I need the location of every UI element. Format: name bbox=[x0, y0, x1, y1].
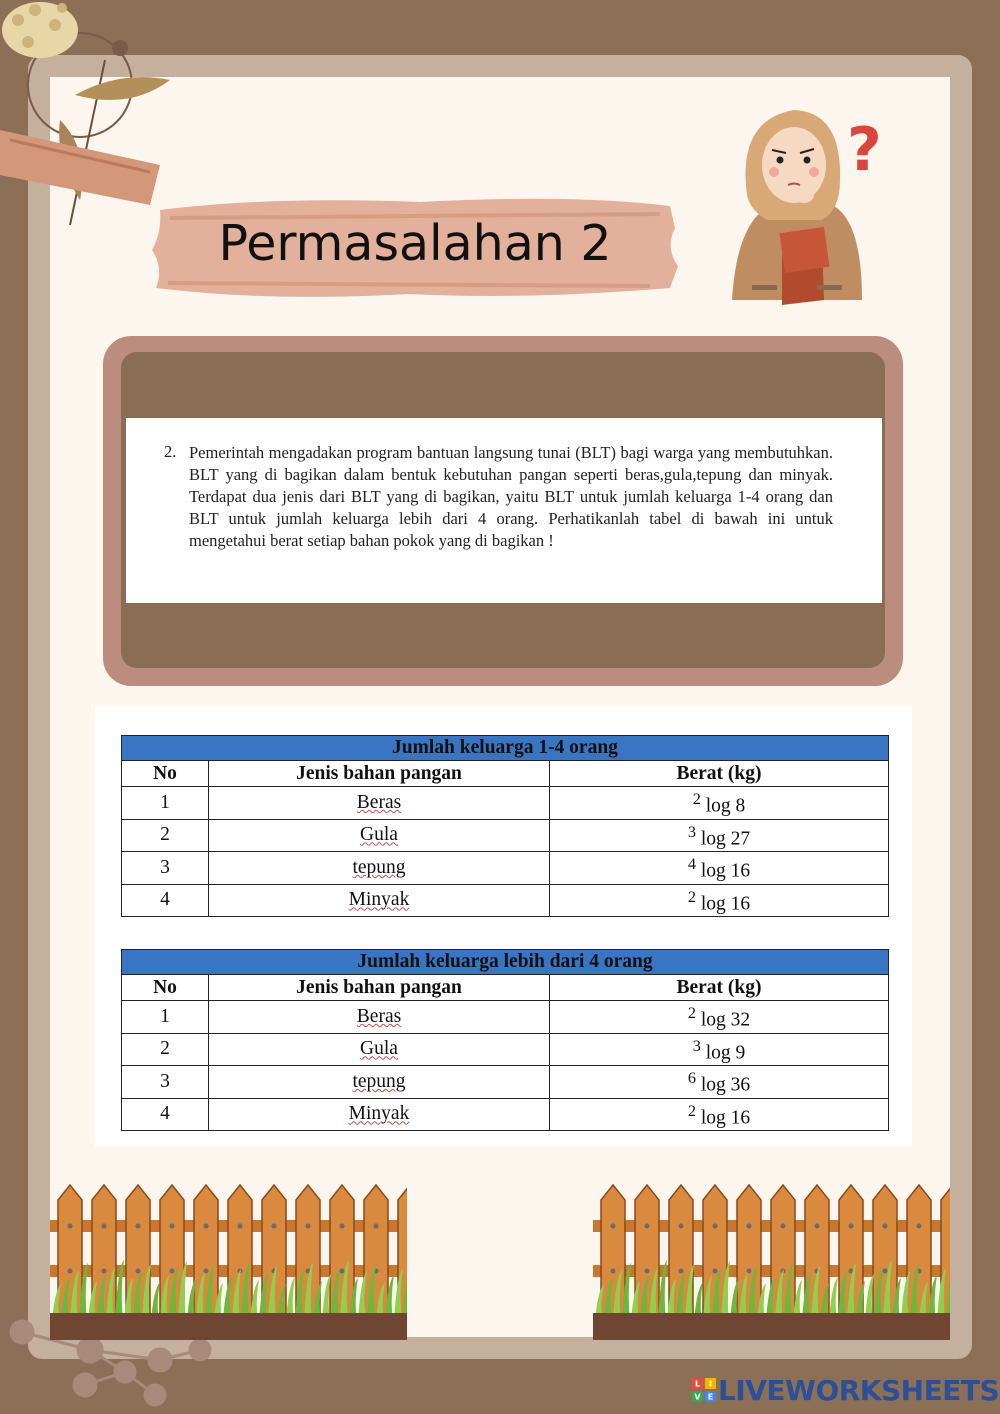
weight-value bbox=[550, 1066, 889, 1099]
table-row bbox=[122, 1098, 889, 1131]
column-header-weight: Berat (kg) bbox=[550, 975, 889, 1001]
tables-panel bbox=[95, 706, 912, 1146]
column-header-no: No bbox=[122, 975, 209, 1001]
log-base: 2 bbox=[692, 790, 701, 808]
log-expression: log 16 bbox=[700, 893, 751, 914]
table-caption: Jumlah keluarga lebih dari 4 orang bbox=[122, 950, 889, 975]
row-number: 1 bbox=[122, 1001, 209, 1034]
weight-value bbox=[550, 1001, 889, 1034]
liveworksheets-watermark bbox=[692, 1374, 1000, 1408]
table-caption: Jumlah keluarga 1-4 orang bbox=[122, 736, 889, 761]
weight-value bbox=[550, 787, 889, 820]
item-name: Beras bbox=[209, 1001, 550, 1034]
column-header-item: Jenis bahan pangan bbox=[209, 761, 550, 787]
page-title: Permasalahan 2 bbox=[218, 215, 612, 272]
wooden-fence-left bbox=[50, 1180, 407, 1340]
item-name: Gula bbox=[209, 819, 550, 852]
svg-text:V: V bbox=[694, 1392, 701, 1402]
row-number: 3 bbox=[122, 1066, 209, 1099]
item-name: Beras bbox=[209, 787, 550, 820]
item-name: Minyak bbox=[209, 1098, 550, 1131]
weight-value bbox=[550, 884, 889, 917]
table-row bbox=[122, 1066, 889, 1099]
weight-value bbox=[550, 1033, 889, 1066]
table-family-more-than-4 bbox=[121, 949, 889, 1131]
item-name: Gula bbox=[209, 1033, 550, 1066]
table-row bbox=[122, 1001, 889, 1034]
row-number: 2 bbox=[122, 819, 209, 852]
log-base: 4 bbox=[687, 855, 696, 873]
table-row bbox=[122, 819, 889, 852]
weight-value bbox=[550, 1098, 889, 1131]
wooden-fence-right bbox=[593, 1180, 950, 1340]
log-base: 3 bbox=[687, 822, 696, 841]
problem-card bbox=[126, 418, 882, 603]
log-base: 2 bbox=[687, 1101, 696, 1120]
log-expression: log 8 bbox=[705, 795, 746, 817]
svg-text:?: ? bbox=[847, 115, 882, 185]
table-row bbox=[122, 884, 889, 917]
column-header-weight: Berat (kg) bbox=[550, 761, 889, 787]
log-expression: log 16 bbox=[700, 860, 751, 882]
item-name: tepung bbox=[209, 1066, 550, 1099]
row-number: 3 bbox=[122, 852, 209, 885]
item-name: Minyak bbox=[209, 884, 550, 917]
problem-number: 2. bbox=[164, 442, 177, 461]
table-row bbox=[122, 787, 889, 820]
weight-value bbox=[550, 819, 889, 852]
table-family-1-4 bbox=[121, 735, 889, 917]
row-number: 4 bbox=[122, 884, 209, 917]
log-base: 6 bbox=[687, 1069, 696, 1087]
log-base: 2 bbox=[687, 1004, 696, 1022]
log-base: 2 bbox=[687, 887, 696, 906]
log-expression: log 9 bbox=[705, 1042, 746, 1063]
column-header-no: No bbox=[122, 761, 209, 787]
problem-text: Pemerintah mengadakan program bantuan langsung tunai (BLT) bagi warga yang membutuhkan. BLT yang di bagikan dalam bentuk kebutuhan pangan seperti beras,gula,tepung dan minyak. Terdapat dua jenis dari BLT yang di bagikan, yaitu BLT untuk jumlah keluarga 1-4 orang dan BLT untuk jumlah keluarga lebih dari 4 orang. Perhatikanlah tabel di bawah ini untuk mengetahui berat setiap bahan pokok yang di bagikan ! bbox=[189, 443, 833, 550]
log-expression: log 27 bbox=[700, 828, 751, 849]
watermark-text: LIVEWORKSHEETS bbox=[718, 1374, 1000, 1407]
row-number: 1 bbox=[122, 787, 209, 820]
row-number: 4 bbox=[122, 1098, 209, 1131]
table-row bbox=[122, 1033, 889, 1066]
log-expression: log 32 bbox=[700, 1009, 751, 1031]
svg-text:E: E bbox=[707, 1392, 714, 1402]
row-number: 2 bbox=[122, 1033, 209, 1066]
log-base: 3 bbox=[692, 1036, 701, 1055]
svg-text:L: L bbox=[694, 1379, 701, 1389]
liveworksheets-logo-icon bbox=[692, 1378, 716, 1402]
column-header-item: Jenis bahan pangan bbox=[209, 975, 550, 1001]
svg-text:I: I bbox=[709, 1379, 712, 1389]
log-expression: log 36 bbox=[700, 1074, 751, 1096]
log-expression: log 16 bbox=[700, 1107, 751, 1128]
weight-value bbox=[550, 852, 889, 885]
thinking-girl-illustration bbox=[712, 100, 897, 315]
item-name: tepung bbox=[209, 852, 550, 885]
table-row bbox=[122, 852, 889, 885]
